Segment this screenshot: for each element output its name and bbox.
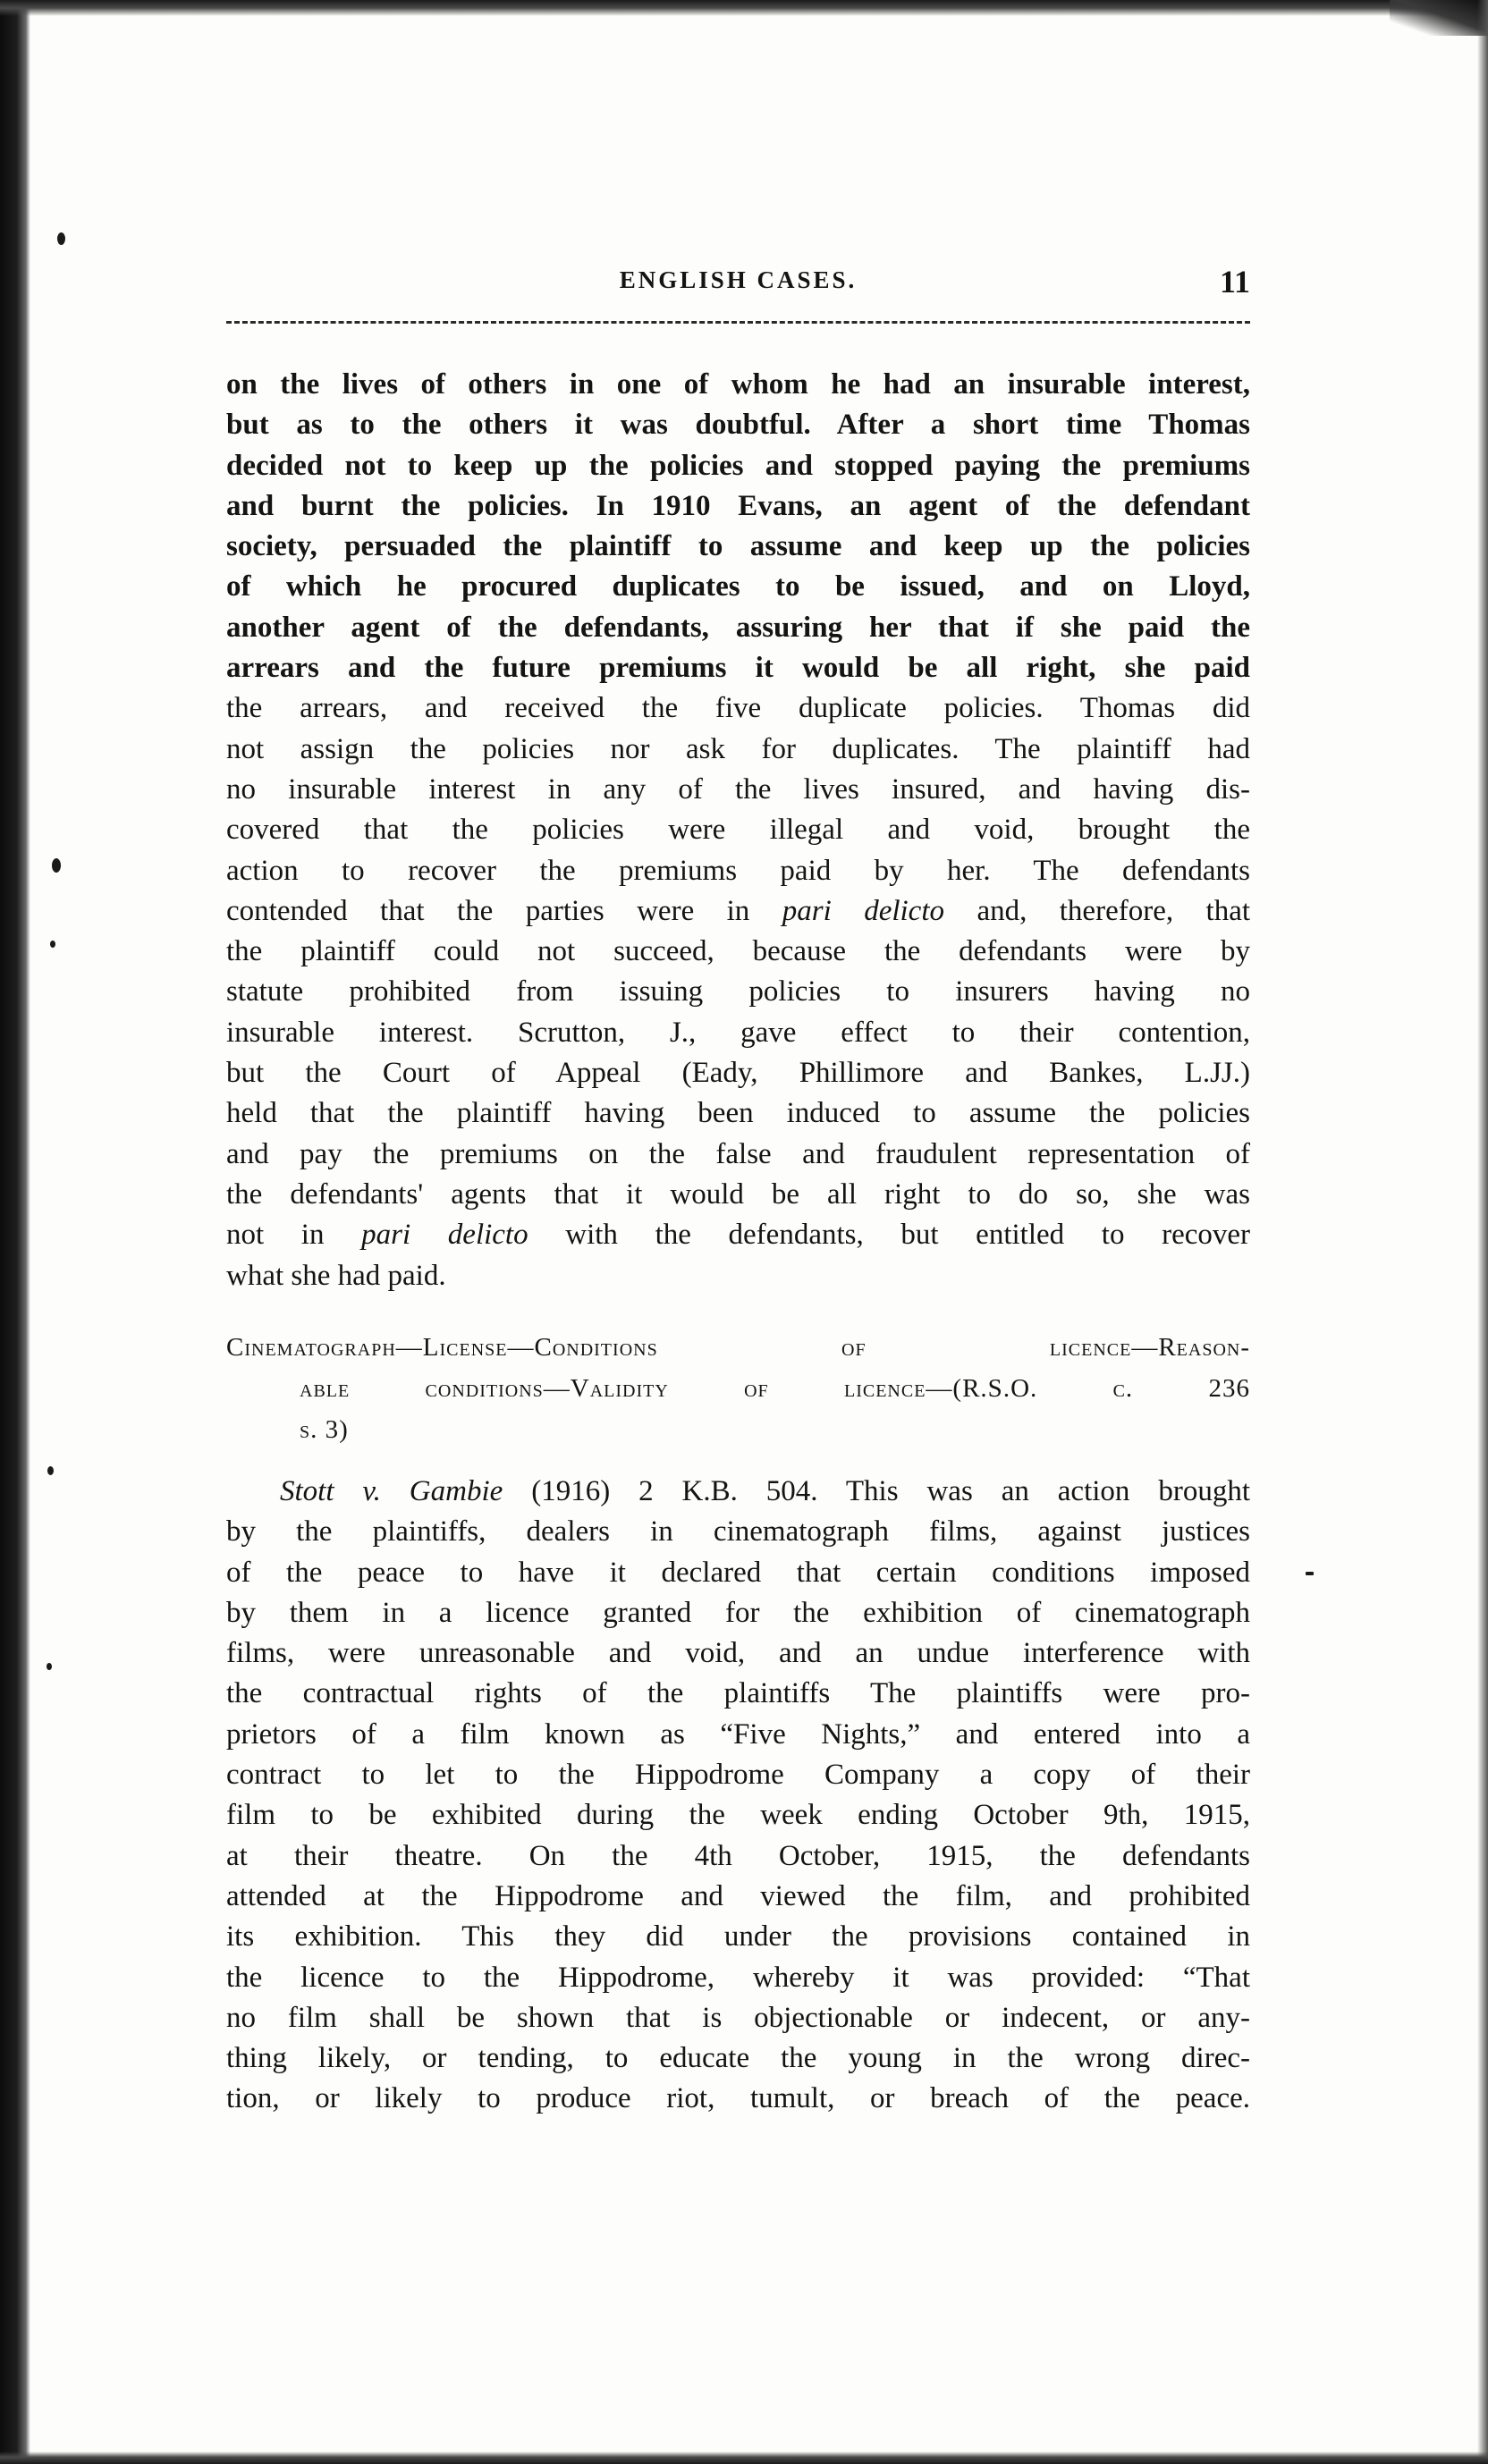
text-line: held that the plaintiff having been induced to assume the policies <box>226 1097 1250 1130</box>
text-line: film to be exhibited during the week ending October 9th, 1915, <box>226 1799 1250 1832</box>
text-fragment: with the defendants, but entitled to recover <box>565 1219 1250 1252</box>
paragraph-stott-case <box>226 1472 1250 2120</box>
scan-border-top <box>0 0 1488 16</box>
text-line: its exhibition. This they did under the provisions contained in <box>226 1920 1250 1953</box>
header-rule <box>226 321 1250 324</box>
latin-term: pari delicto <box>361 1219 528 1252</box>
text-line: another agent of the defendants, assuring her that if she paid the <box>226 611 1250 644</box>
text-line: the defendants' agents that it would be all right to do so, she was <box>226 1177 1250 1211</box>
scan-border-top-right <box>1390 0 1488 36</box>
text-line: on the lives of others in one of whom he had an insurable interest, <box>226 368 1250 401</box>
text-line: of which he procured duplicates to be issued, and on Lloyd, <box>226 570 1250 603</box>
scan-speck <box>46 1663 52 1670</box>
text-line: statute prohibited from issuing policies to insurers having no <box>226 975 1250 1008</box>
page-number: 11 <box>1219 264 1250 300</box>
text-line: society, persuaded the plaintiff to assume and keep up the policies <box>226 530 1250 563</box>
running-header <box>226 263 1250 306</box>
scan-speck <box>57 232 65 245</box>
text-line: thing likely, or tending, to educate the young in the wrong direc- <box>226 2042 1250 2075</box>
text-fragment: not in <box>226 1219 325 1252</box>
text-line: but the Court of Appeal (Eady, Phillimore and Bankes, L.JJ.) <box>226 1057 1250 1090</box>
scan-border-left <box>0 0 30 2464</box>
text-fragment: This was an action brought <box>845 1475 1250 1507</box>
scan-speck <box>52 858 61 873</box>
heading-line: Cinematograph—License—Conditions of licence—Reason- <box>226 1333 1250 1362</box>
text-line: of the peace to have it declared that certain conditions imposed <box>226 1556 1250 1589</box>
text-line: and pay the premiums on the false and fraudulent representation of <box>226 1137 1250 1170</box>
heading-line: able conditions—Validity of licence—(R.S.O. c. 236 <box>300 1374 1250 1403</box>
text-line: and burnt the policies. In 1910 Evans, an agent of the defendant <box>226 489 1250 522</box>
text-line: attended at the Hippodrome and viewed the film, and prohibited <box>226 1879 1250 1912</box>
scan-speck <box>1306 1572 1314 1575</box>
text-line-with-italic <box>226 1215 1250 1255</box>
text-line: but as to the others it was doubtful. After a short time Thomas <box>226 409 1250 442</box>
text-line: films, were unreasonable and void, and an undue interference with <box>226 1637 1250 1670</box>
text-line: the contractual rights of the plaintiffs The plaintiffs were pro- <box>226 1677 1250 1710</box>
text-line: action to recover the premiums paid by her. The defendants <box>226 854 1250 887</box>
text-line: the plaintiff could not succeed, because the defendants were by <box>226 935 1250 968</box>
text-line: contract to let to the Hippodrome Company a copy of their <box>226 1759 1250 1792</box>
text-line: by the plaintiffs, dealers in cinematograph films, against justices <box>226 1515 1250 1548</box>
section-heading <box>226 1327 1250 1450</box>
text-line: no insurable interest in any of the lives insured, and having dis- <box>226 772 1250 806</box>
bold-text-block <box>226 365 1250 688</box>
text-line-case-citation <box>226 1472 1250 1512</box>
text-fragment: contended that the parties were in <box>226 894 750 927</box>
paragraph-thomas-case <box>226 365 1250 1296</box>
scan-border-right <box>1477 0 1488 2464</box>
text-line: what she had paid. <box>226 1259 446 1292</box>
text-line: no film shall be shown that is objectionable or indecent, or any- <box>226 2001 1250 2034</box>
citation: (1916) 2 K.B. 504. <box>531 1475 818 1507</box>
scan-speck <box>50 941 55 948</box>
text-line: covered that the policies were illegal and void, brought the <box>226 814 1250 847</box>
text-line: decided not to keep up the policies and stopped paying the premiums <box>226 449 1250 482</box>
scan-border-bottom <box>0 2451 1488 2464</box>
text-line: prietors of a film known as “Five Nights,” and entered into a <box>226 1717 1250 1751</box>
text-line: the licence to the Hippodrome, whereby it was provided: “That <box>226 1961 1250 1994</box>
heading-line: s. 3) <box>300 1415 349 1444</box>
text-line: arrears and the future premiums it would be all right, she paid <box>226 652 1250 685</box>
running-title: ENGLISH CASES. <box>619 266 858 293</box>
text-line: tion, or likely to produce riot, tumult, or breach of the peace. <box>226 2082 1250 2115</box>
text-line: insurable interest. Scrutton, J., gave effect to their contention, <box>226 1016 1250 1049</box>
text-line: not assign the policies nor ask for duplicates. The plaintiff had <box>226 732 1250 765</box>
text-fragment: and, therefore, that <box>976 894 1250 927</box>
text-line: at their theatre. On the 4th October, 1915, the defendants <box>226 1839 1250 1872</box>
text-line: by them in a licence granted for the exhibition of cinematograph <box>226 1596 1250 1629</box>
scan-speck <box>47 1466 54 1475</box>
text-line-with-italic <box>226 891 1250 932</box>
latin-term: pari delicto <box>782 894 944 927</box>
case-name: Stott v. Gambie <box>280 1475 503 1507</box>
text-line: the arrears, and received the five duplicate policies. Thomas did <box>226 692 1250 725</box>
